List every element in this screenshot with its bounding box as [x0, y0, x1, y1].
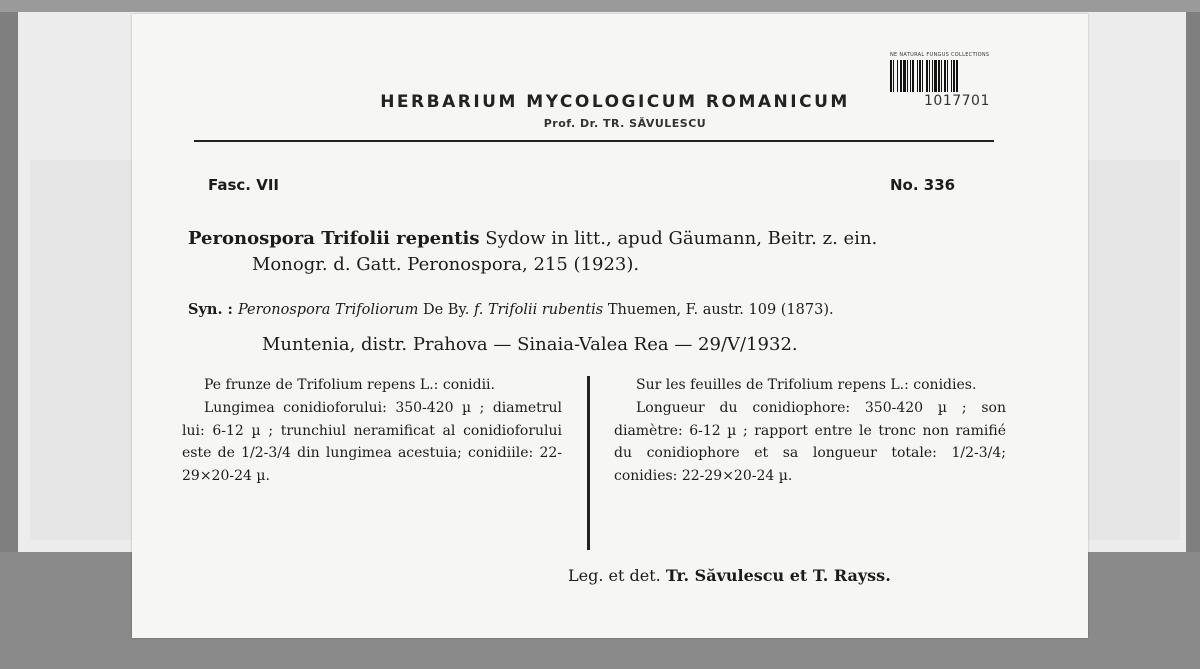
synonym-line — [188, 301, 1048, 318]
specimen-number: No. 336 — [890, 176, 956, 194]
background-top — [0, 0, 1200, 12]
barcode-number: 1017701 — [924, 93, 990, 109]
specimen-label — [132, 14, 1088, 638]
description-paragraph: Sur les feuilles de Trifolium repens L.: conidies. — [636, 377, 977, 393]
collector-prefix: Leg. et det. — [568, 566, 666, 585]
description-romanian — [182, 374, 562, 488]
description-paragraph: Lungimea conidioforului: 350-420 µ ; diametrul lui: 6-12 µ ; trunchiul neramificat al conidioforului este de 1/2-3/4 din lungimea acestuia; conidiile: 22-29×20-24 µ. — [182, 399, 562, 485]
species-authority-cont: Monogr. d. Gatt. Peronospora, 215 (1923). — [252, 254, 640, 275]
species-citation — [188, 226, 1008, 252]
collector-line — [568, 566, 891, 585]
collection-locality: Muntenia, distr. Prahova — Sinaia-Valea Rea — 29/V/1932. — [262, 334, 798, 355]
barcode-bar — [958, 60, 959, 92]
description-paragraph: Longueur du conidiophore: 350-420 µ ; son diamètre: 6-12 µ ; rapport entre le tronc non ramifié du conidiophore et sa longueur totale: 1/2-3/4; conidies: 22-29×20-24 µ. — [614, 399, 1006, 485]
synonym-forma: f. Trifolii rubentis — [473, 302, 604, 318]
collector-names: Tr. Săvulescu et T. Rayss. — [665, 566, 891, 585]
synonym-author: De By. — [418, 302, 474, 318]
barcode-bars — [890, 60, 1040, 92]
species-authority: Sydow in litt., apud Gäumann, Beitr. z. ein. — [479, 228, 878, 249]
herbarium-subtitle: Prof. Dr. TR. SĂVULESCU — [543, 117, 707, 130]
description-french — [614, 374, 1006, 488]
fascicle-label: Fasc. VII — [208, 176, 280, 194]
barcode-caption: NE NATURAL FUNGUS COLLECTIONS — [890, 52, 990, 58]
species-name: Peronospora Trifolii repentis — [188, 228, 480, 249]
herbarium-title: HERBARIUM MYCOLOGICUM ROMANICUM — [380, 92, 850, 112]
column-divider — [587, 376, 590, 550]
synonym-label: Syn. : — [188, 301, 238, 318]
description-paragraph: Pe frunze de Trifolium repens L.: conidii. — [204, 377, 495, 393]
synonym-reference: Thuemen, F. austr. 109 (1873). — [603, 302, 834, 318]
barcode-sticker — [890, 52, 1040, 124]
header-rule — [194, 140, 994, 142]
synonym-name: Peronospora Trifoliorum — [237, 302, 419, 318]
